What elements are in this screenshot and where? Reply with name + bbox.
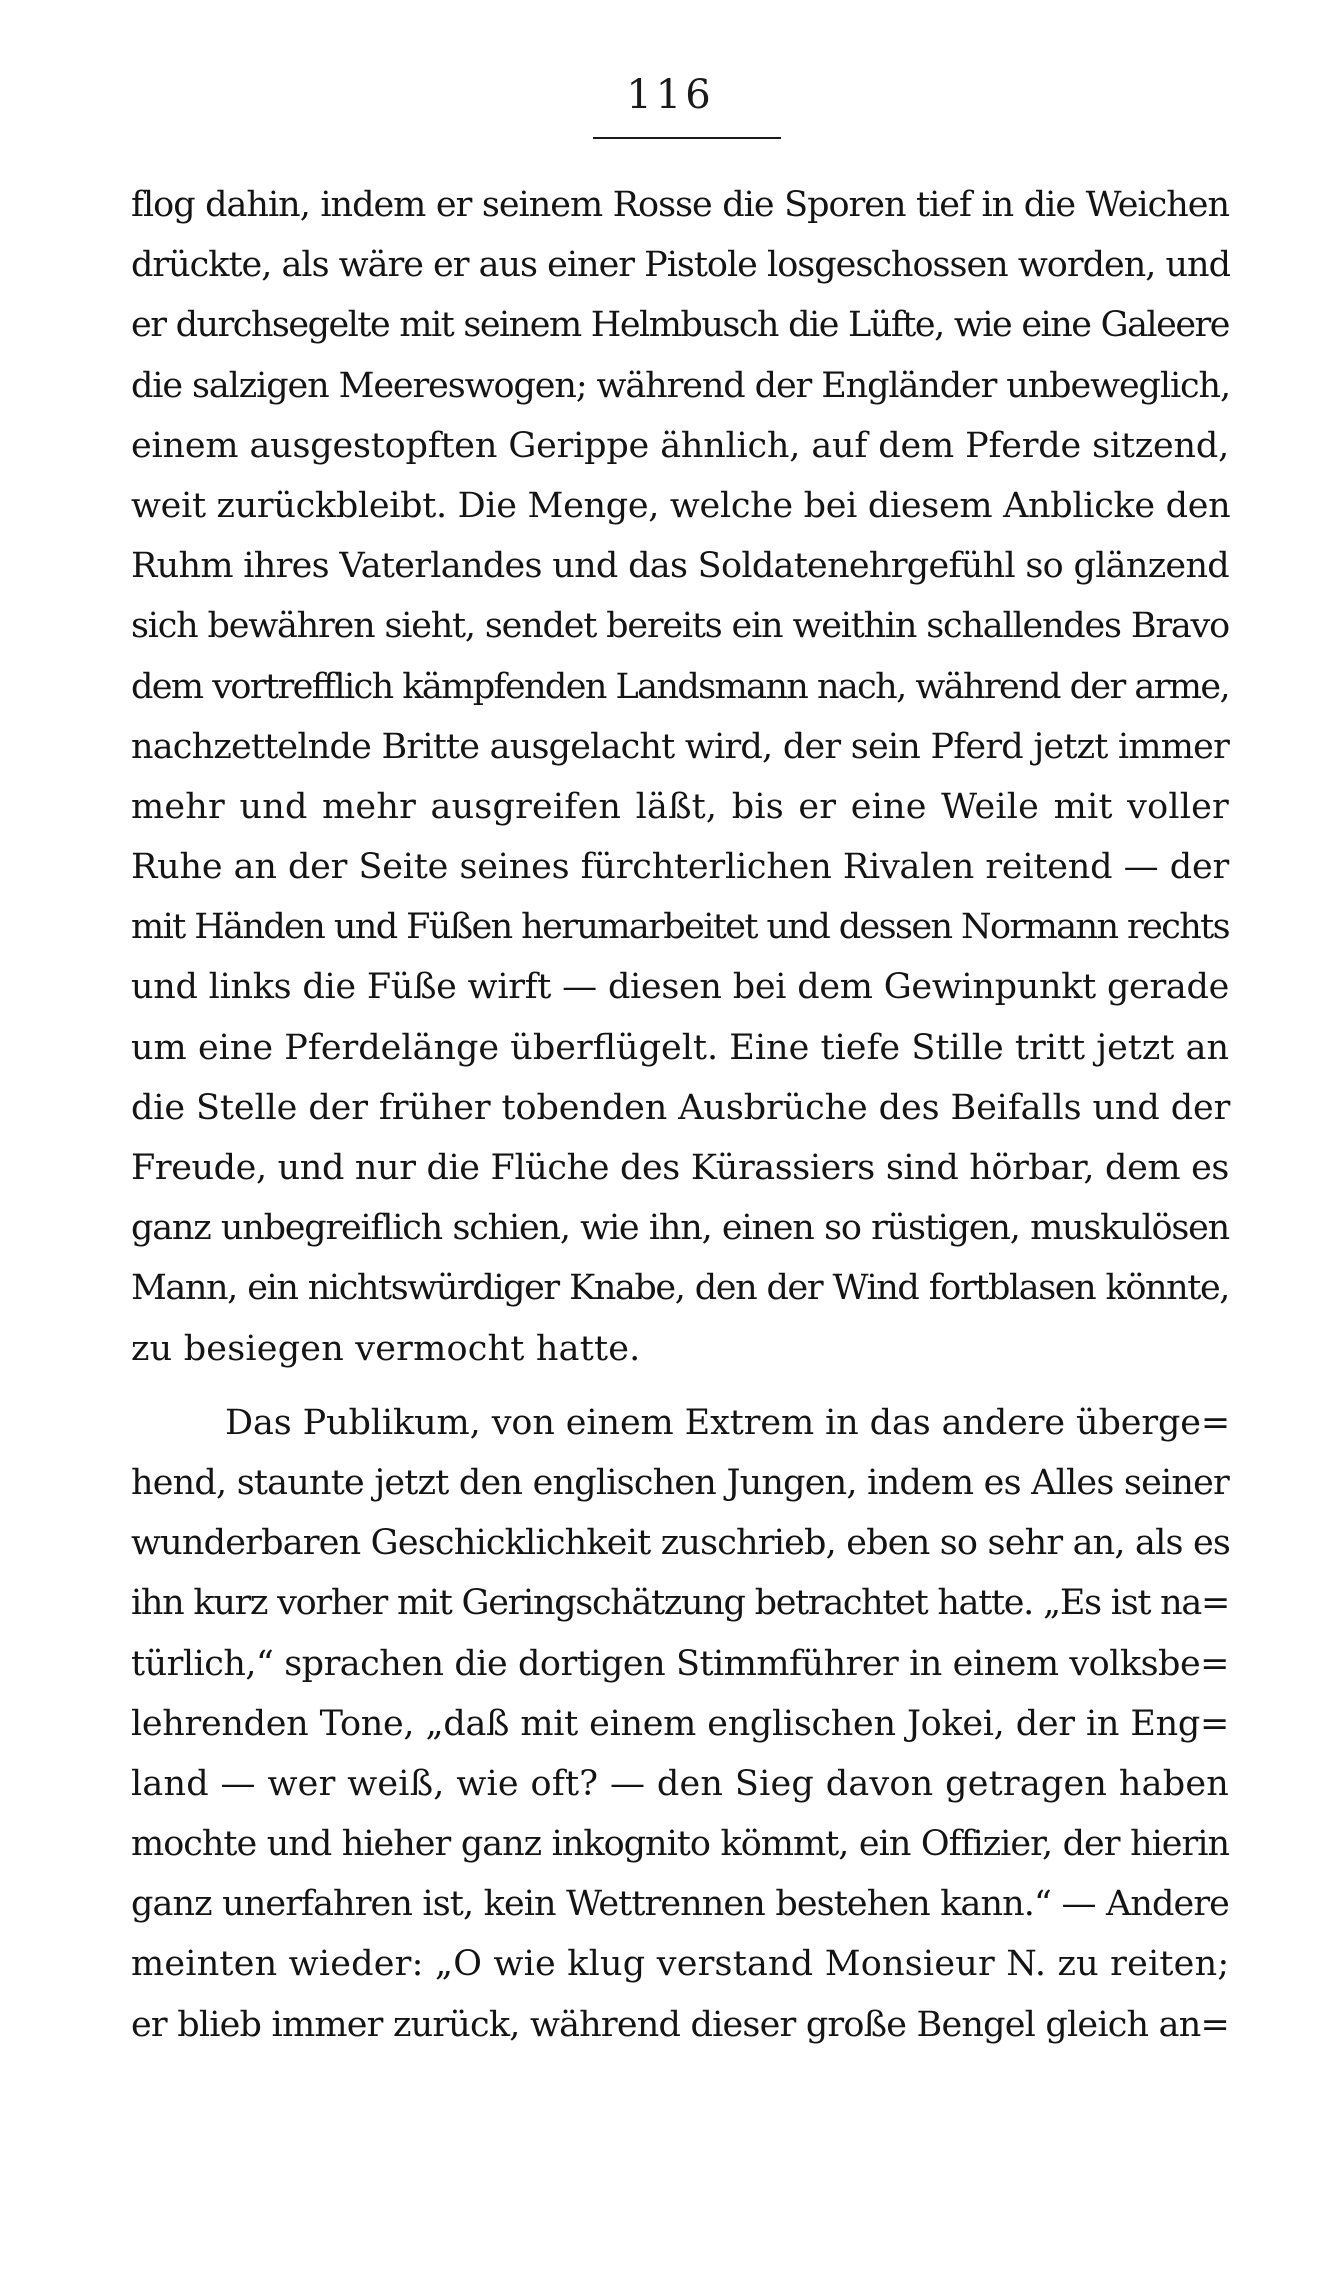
text-line: er durchsegelte mit seinem Helmbusch die Lüfte, wie eine Galeere [131, 305, 1229, 346]
text-line: wunderbaren Geschicklichkeit zuschrieb, eben so sehr an, als es [131, 1523, 1231, 1564]
text-line: lehrenden Tone, „daß mit einem englischen Jokei, der in Eng= [131, 1703, 1229, 1744]
text-line: mehr und mehr ausgreifen läßt, bis er eine Weile mit voller [131, 786, 1229, 827]
text-line: land — wer weiß, wie oft? — den Sieg davon getragen haben [131, 1763, 1229, 1804]
text-line: die Stelle der früher tobenden Ausbrüche des Beifalls und der [131, 1087, 1231, 1128]
text-line: Mann, ein nichtswürdiger Knabe, den der Wind fortblasen könnte, [131, 1268, 1229, 1309]
text-line: weit zurückbleibt. Die Menge, welche bei diesem Anblicke den [131, 485, 1231, 526]
text-line: um eine Pferdelänge überflügelt. Eine tiefe Stille tritt jetzt an [131, 1027, 1229, 1068]
text-line: und links die Füße wirft — diesen bei dem Gewinpunkt gerade [131, 967, 1229, 1008]
text-line: mit Händen und Füßen herumarbeitet und dessen Normann rechts [131, 907, 1229, 948]
text-line: flog dahin, indem er seinem Rosse die Sporen tief in die Weichen [131, 185, 1229, 225]
body-text [131, 175, 1229, 2055]
page-number: 116 [626, 72, 715, 118]
text-line: drückte, als wäre er aus einer Pistole losgeschossen worden, und [131, 245, 1230, 286]
paragraph-gap [131, 1379, 1229, 1393]
text-line: einem ausgestopften Gerippe ähnlich, auf dem Pferde sitzend, [131, 425, 1229, 466]
text-line: ganz unbegreiflich schien, wie ihn, einen so rüstigen, muskulösen [131, 1208, 1229, 1249]
text-line: sich bewähren sieht, sendet bereits ein weithin schallendes Bravo [131, 606, 1229, 647]
text-line: ganz unerfahren ist, kein Wettrennen bestehen kann.“ — Andere [131, 1884, 1229, 1925]
text-line: Ruhm ihres Vaterlandes und das Soldatenehrgefühl so glänzend [131, 546, 1229, 587]
text-line: türlich,“ sprachen die dortigen Stimmführer in einem volksbe= [131, 1643, 1229, 1684]
paragraph-1 [131, 175, 1229, 1379]
text-line: Freude, und nur die Flüche des Kürassiers sind hörbar, dem es [131, 1148, 1229, 1188]
paragraph-2 [131, 1393, 1229, 2055]
text-line: ihn kurz vorher mit Geringschätzung betrachtet hatte. „Es ist na= [131, 1583, 1229, 1624]
text-line: hend, staunte jetzt den englischen Jungen, indem es Alles seiner [131, 1462, 1229, 1503]
text-line: mochte und hieher ganz inkognito kömmt, ein Offizier, der hierin [131, 1824, 1229, 1865]
text-line: Ruhe an der Seite seines fürchterlichen Rivalen reitend — der [131, 847, 1229, 888]
text-line: dem vortrefflich kämpfenden Landsmann nach, während der arme, [131, 666, 1229, 707]
header-rule [593, 137, 781, 139]
text-line: meinten wieder: „O wie klug verstand Monsieur N. zu reiten; [131, 1944, 1230, 1985]
text-line: die salzigen Meereswogen; während der Engländer unbeweglich, [131, 365, 1231, 406]
text-line: er blieb immer zurück, während dieser große Bengel gleich an= [131, 2004, 1229, 2045]
text-line: nachzettelnde Britte ausgelacht wird, der sein Pferd jetzt immer [131, 726, 1229, 767]
text-line: Das Publikum, von einem Extrem in das andere überge= [225, 1402, 1231, 1443]
text-line: zu besiegen vermocht hatte. [131, 1328, 641, 1369]
